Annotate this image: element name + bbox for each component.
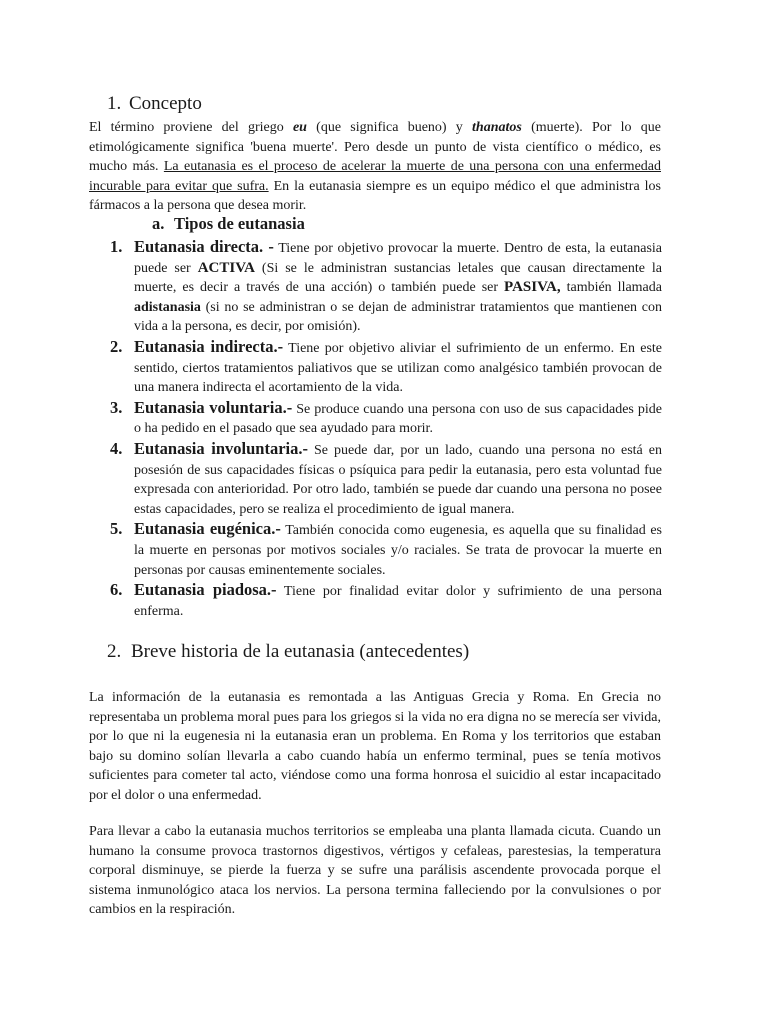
- concept-text-c: (muerte). Por lo que etimológicamente significa 'buena muerte'. Pero desde un punto de vista científico o médico, es mucho más.: [89, 120, 661, 175]
- list-item-number: 3.: [110, 397, 123, 417]
- term-eu: eu: [292, 120, 307, 135]
- list-item-text: Tiene por objetivo aliviar el sufrimiento de un enfermo. En este sentido, ciertos tratamientos paliativos que se utilizan como analgésico también provocan de una manera indirecta el acortamiento de la vida.: [134, 340, 663, 396]
- keyword-adistanasia: adistanasia: [134, 299, 201, 315]
- list-item-text: (si no se administran o se dejan de administrar tratamientos que mantienen con vida a la persona, es decir, por omisión).: [134, 299, 662, 335]
- list-item: [110, 398, 662, 439]
- history-paragraph-1: La información de la eutanasia es remontada a las Antiguas Grecia y Roma. En Grecia no representaba un problema moral pues para los griegos si la vida no era digna no se merecía ser vivida, por lo que ni la eugenesia ni la eutanasia eran un problema. En Roma y los territorios que estaban bajo su domino solían llevarla a cabo cuando había un enfermo terminal, pues se tenía motivos suficientes para cometer tal acto, viéndose como una forma honrosa el suicidio al estar incapacitado por el dolor o una enfermedad.: [89, 690, 661, 803]
- list-item-term: Eutanasia piadosa.-: [134, 580, 277, 600]
- list-item-text: (Si se le administran sustancias letales que causan directamente la muerte, es decir a través de una acción) o también puede ser: [134, 260, 662, 296]
- subsection-a-heading: [152, 214, 305, 234]
- euthanasia-types-list: [110, 237, 662, 621]
- subsection-a-letter: a.: [152, 214, 165, 233]
- list-item: [110, 237, 662, 337]
- list-item-term: Eutanasia voluntaria.-: [134, 397, 293, 417]
- list-item-number: 4.: [110, 438, 123, 458]
- list-item-term: Eutanasia eugénica.-: [134, 519, 281, 539]
- history-paragraph-2: Para llevar a cabo la eutanasia muchos territorios se empleaba una planta llamada cicuta. Cuando un humano la consume provoca trastornos digestivos, vértigos y cefaleas, parestesias, la temperatura corporal disminuye, se pierde la fuerza y se sufre una parálisis ascendente provocada porque el sistema inmunológico ataca los nervios. La persona termina falleciendo por la convulsiones o por cambios en la respiración.: [89, 824, 661, 918]
- list-item-number: 6.: [110, 580, 123, 600]
- keyword-activa: ACTIVA: [197, 259, 255, 276]
- concept-text-d: En la eutanasia siempre es un equipo médico el que administra los fármacos a la persona que desea morir.: [89, 178, 661, 214]
- concept-definition-underlined: La eutanasia es el proceso de acelerar la muerte de una persona con una enfermedad incurable para evitar que sufra.: [89, 159, 661, 194]
- list-item-term: Eutanasia indirecta.-: [134, 336, 284, 356]
- list-item: [110, 439, 662, 519]
- section-1-heading: [107, 92, 202, 116]
- concept-text-b: (que significa bueno) y: [306, 120, 473, 135]
- list-item-term: Eutanasia directa. -: [134, 237, 274, 256]
- list-item-number: 5.: [110, 519, 123, 539]
- section-1-number: 1.: [107, 93, 122, 114]
- subsection-a-title: Tipos de eutanasia: [174, 214, 305, 233]
- concept-text-a: El término proviene del griego: [89, 120, 293, 135]
- concept-paragraph: [89, 118, 661, 216]
- keyword-pasiva: PASIVA,: [504, 279, 561, 296]
- list-item-number: 1.: [110, 237, 123, 256]
- list-item-text: Se produce cuando una persona con uso de sus capacidades pide o ha pedido en el pasado que sea ayudado para morir.: [134, 401, 662, 437]
- list-item: [110, 580, 662, 621]
- list-item-text: Se puede dar, por un lado, cuando una persona no está en posesión de sus capacidades físicas o psíquica para pedir la eutanasia, pero esta voluntad fue expresada con anterioridad. Por otro lado, también se puede dar cuando una persona no posee estas capacidades, pero se realiza el procedimiento de igual manera.: [134, 442, 662, 517]
- list-item-text: Tiene por objetivo provocar la muerte. Dentro de esta, la eutanasia puede ser: [134, 241, 663, 276]
- section-2-heading: [107, 640, 469, 664]
- term-thanatos: thanatos: [472, 120, 522, 135]
- list-item-text: Tiene por finalidad evitar dolor y sufrimiento de una persona enferma.: [134, 584, 662, 619]
- list-item: [110, 337, 662, 398]
- list-item: [110, 519, 662, 580]
- list-item-term: Eutanasia involuntaria.-: [134, 438, 308, 458]
- section-2-number: 2.: [107, 641, 122, 662]
- list-item-text: también llamada: [560, 280, 662, 296]
- list-item-text: También conocida como eugenesia, es aquella que su finalidad es la muerte en personas por motivos sociales y/o raciales. Se trata de provocar la muerte en personas por causas eminentemente sociales.: [134, 523, 662, 578]
- list-item-number: 2.: [110, 336, 123, 356]
- section-2-title: Breve historia de la eutanasia (antecedentes): [131, 641, 470, 662]
- section-1-title: Concepto: [129, 93, 202, 114]
